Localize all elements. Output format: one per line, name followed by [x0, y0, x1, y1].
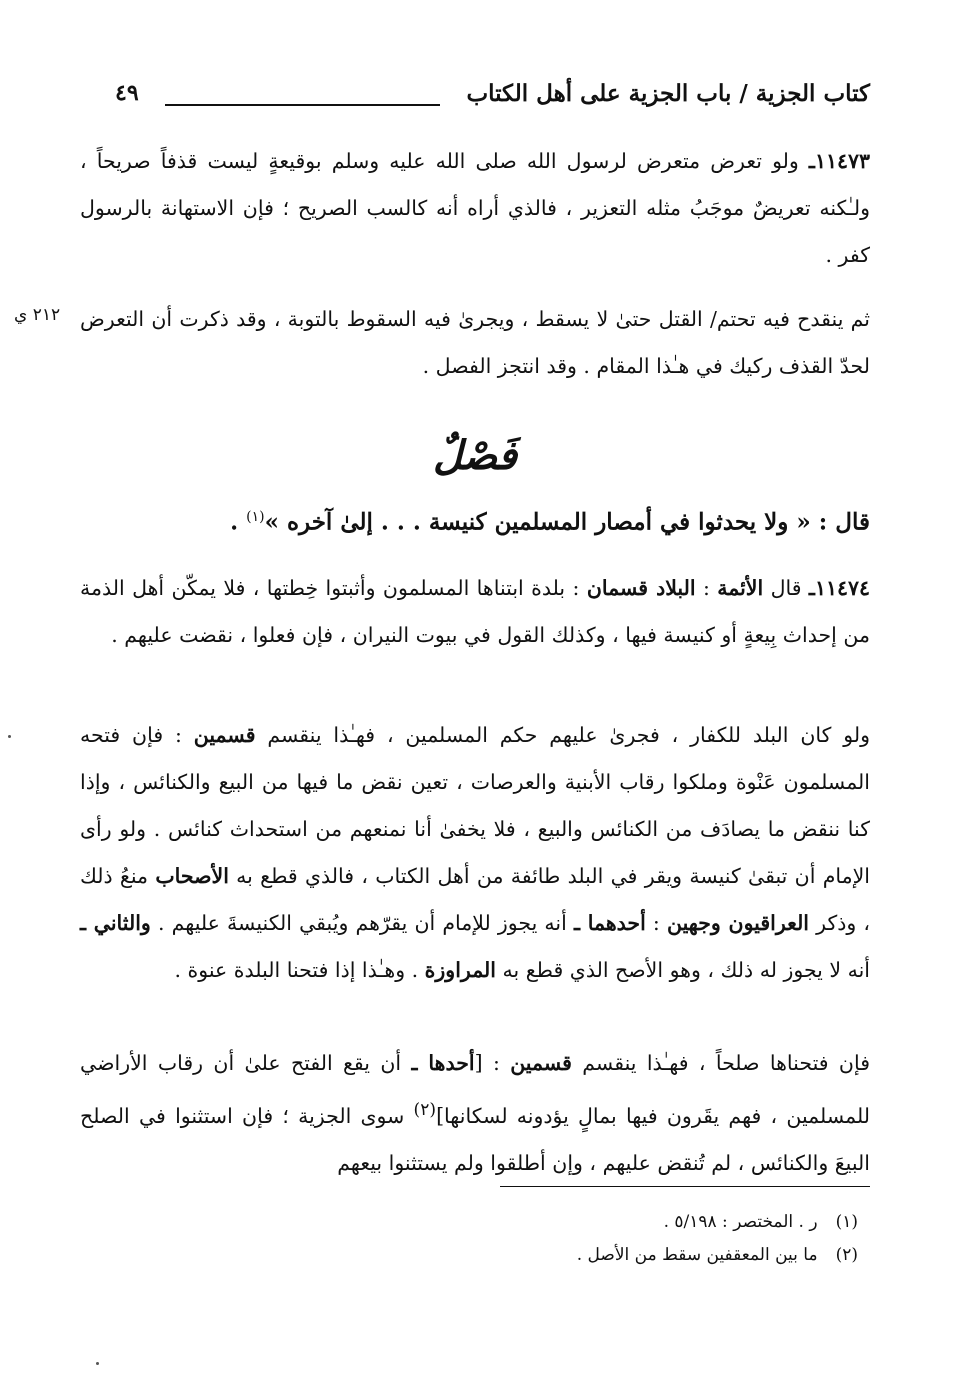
paragraph-kuffar-lands — [80, 712, 870, 994]
text-run: ولو كان البلد للكفار ، فجرىٰ عليهم حكم المسلمين ، فهـٰذا ينقسم — [255, 723, 870, 747]
qal-end: . — [230, 508, 247, 536]
text-run: : بلدة ابتناها المسلمون وأثبتوا خِطتها ، فلا يمكّن أهل الذمة من إحداث بِيعةٍ أو كنيسة فيها ، وكذلك القول في بيوت النيران ، فإن فعلوا ، نقضت عليهم . — [80, 576, 870, 647]
qal-label: قال : — [818, 508, 870, 536]
paragraph-1474 — [80, 565, 870, 659]
text-run: : فإن فتحه المسلمون عَنْوة وملكوا رقاب الأبنية والعرصات ، تعين نقض ما فيها من البيع والكنائس ، وإذا كنا ننقض ما يصادَف من الكنائس والبيع ، فلا يخفىٰ أنا نمنعهم من استحداث كنائس . ولو رأى الإمام أن تبقىٰ كنيسة ويقر في البلد طائفة من أهل الكتاب ، فالذي قطع به — [80, 723, 871, 888]
bold-term: أحدها ـ — [411, 1051, 475, 1075]
header-title: كتاب الجزية / باب الجزية على أهل الكتاب — [466, 80, 870, 107]
text-run: أنه يجوز للإمام أن يقرّهم ويُبقي الكنيسةَ عليهم . — [150, 911, 574, 935]
text-run: : [ — [474, 1051, 511, 1075]
paragraph-text: ولو تعرض متعرض لرسول الله صلى الله عليه وسلم بوقيعةٍ ليست قذفاً صريحاً ، ولـٰكنه تعريضٌ موجَبُ مثله التعزير ، فالذي أراه أنه كالسب الصريح ؛ فإن الاستهانة بالرسول كفر . — [80, 149, 870, 267]
bold-term: العراقيون وجهين — [666, 911, 810, 935]
margin-manuscript-ref: ٢١٢ ي — [14, 305, 61, 325]
paragraph-text: ثم ينقدح فيه تحتم/ القتل حتىٰ لا يسقط ، ويجرىٰ فيه السقوط بالتوبة ، وقد ذكرت أن التعرض لحدّ القذف ركيك في هـٰذا المقام . وقد انتجز الفصل . — [80, 307, 870, 378]
bold-term: البلاد قسمان — [586, 576, 696, 600]
bold-term: الأصحاب — [155, 864, 229, 888]
bold-term: والثاني ـ — [80, 911, 151, 935]
footnote-text: ما بين المعقفين سقط من الأصل . — [576, 1245, 818, 1265]
footnote-separator — [500, 1186, 870, 1187]
bold-term: أحدهما ـ — [573, 911, 646, 935]
footnote-2 — [577, 1245, 858, 1265]
footnote-text: ر . المختصر : ٥/١٩٨ . — [663, 1212, 818, 1232]
text-run: : — [645, 911, 667, 935]
text-run: . وهـٰذا إذا فتحنا البلدة عنوة . — [174, 958, 425, 982]
quoted-text-line — [150, 495, 870, 545]
paragraph-number: ١١٤٧٣ـ — [808, 149, 870, 173]
header-rule — [165, 104, 440, 106]
bold-term: الأئمة — [717, 576, 764, 600]
paragraph-sulh-conquest — [80, 1040, 870, 1187]
bold-term: المراوزة — [424, 958, 496, 982]
text-run: منعُ ذلك ، وذكر — [80, 864, 871, 935]
qal-quote: « ولا يحدثوا في أمصار المسلمين كنيسة . . . إلىٰ آخره » — [264, 508, 819, 536]
paragraph-continuation — [80, 296, 870, 390]
text-run: قال — [763, 576, 809, 600]
bold-term: قسمين — [193, 723, 256, 747]
paragraph-1473 — [80, 138, 870, 279]
footnote-number: (١) — [835, 1212, 858, 1232]
page-number: ٤٩ — [115, 80, 139, 106]
text-run: أنه لا يجوز له ذلك ، وهو الأصح الذي قطع به — [496, 958, 870, 982]
scan-speck — [96, 1362, 99, 1365]
text-run: سوى الجزية ؛ فإن استثنوا في الصلح البيعَ والكنائس ، لم تُنقض عليهم ، وإن أطلقوا ولم يستثنوا بيعهم — [80, 1103, 870, 1175]
text-run: : — [695, 576, 718, 600]
section-heading-ornament: فَصْلٌ — [432, 432, 518, 479]
bold-term: قسمين — [510, 1051, 572, 1075]
footnote-ref-1: (١) — [246, 509, 265, 525]
running-header — [80, 80, 870, 120]
footnote-1 — [664, 1212, 858, 1232]
paragraph-number: ١١٤٧٤ـ — [808, 576, 870, 600]
footnote-number: (٢) — [835, 1245, 858, 1265]
text-run: فإن فتحناها صلحاً ، فهـٰذا ينقسم — [571, 1051, 870, 1075]
footnote-ref-2: (٢) — [413, 1100, 437, 1120]
text-run: أن يقع الفتح علىٰ أن رقاب الأراضي للمسلمين ، فهم يقَرون فيها بمالٍ يؤدونه لسكانها] — [80, 1051, 870, 1128]
scan-speck — [8, 735, 11, 738]
